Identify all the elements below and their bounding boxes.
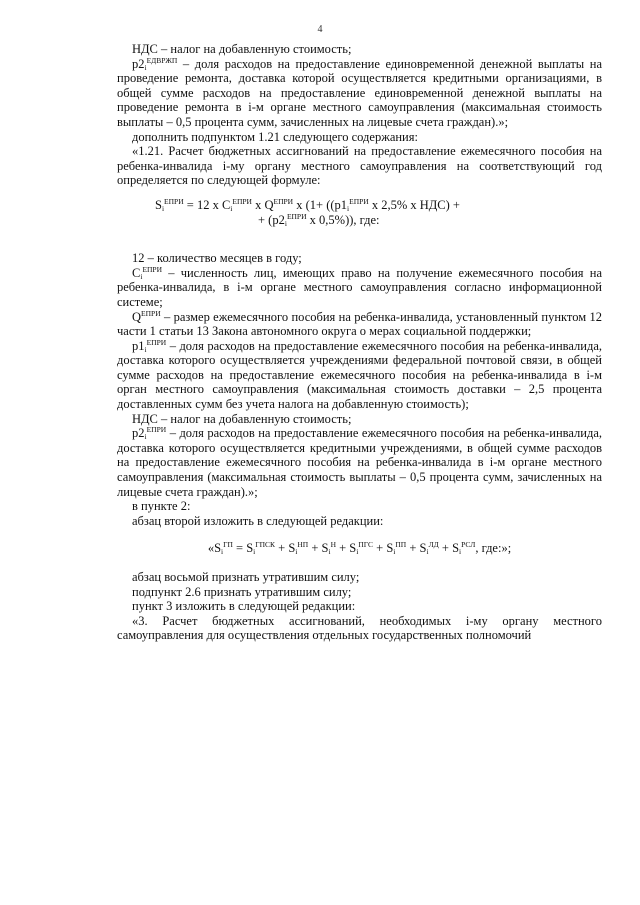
paragraph-1-21: «1.21. Расчет бюджетных ассигнований на предоставление ежемесячного пособия на ребенка-инвалида i-му органу местного самоуправления на соответствующий год определяется по следующей формуле:	[117, 144, 602, 188]
paragraph-12-months: 12 – количество месяцев в году;	[132, 251, 302, 266]
page-number: 4	[317, 24, 323, 35]
formula-epri-line2: + ($p2_i^{ЕПРИ}$ x 0,5%)), где:	[258, 211, 380, 228]
formula-epri-line1: $S_i^{ЕПРИ} = 12$ x $C_i^{ЕПРИ}$ x $Q^{ЕПРИ}$ x ($1+ ((p1_i^{ЕПРИ}$ x 2,5% x НДС) +	[155, 196, 460, 213]
paragraph-item-2: в пункте 2:	[132, 499, 191, 514]
paragraph-p2i-epri: $p2_i^{ЕПРИ}$ – доля расходов на предоставление ежемесячного пособия на ребенка-инвалида, доставка которого осуществляется кредитными учреждениями, в общей сумме расходов на предоставление ежемесячного пособия на ребенка-инвалида в i-м органе местного самоуправления (максимальная стоимость выплаты – 0,5 процента сумм, зачисленных на лицевые счета граждан).»;	[117, 425, 602, 499]
paragraph-item-3-text: «3. Расчет бюджетных ассигнований, необходимых i-му органу местного самоуправления для осуществления отдельных государственных полномочий	[117, 613, 602, 643]
paragraph-ci-epri: $C_i^{ЕПРИ}$ – численность лиц, имеющих право на получение ежемесячного пособия на ребенка-инвалида, в i-м органе местного самоуправления согласно информационной системе;	[117, 264, 602, 309]
paragraph-add-subitem: дополнить подпунктом 1.21 следующего содержания:	[132, 129, 418, 144]
paragraph-abz-8: абзац восьмой признать утратившим силу;	[132, 570, 360, 584]
paragraph-q-epri: $Q^{ЕПРИ}$ – размер ежемесячного пособия на ребенка-инвалида, установленный пунктом 12 части 1 статьи 13 Закона автономного округа о мерах социальной поддержки;	[117, 308, 602, 339]
document-body	[117, 42, 602, 643]
paragraph-nds-2: НДС – налог на добавленную стоимость;	[132, 411, 352, 426]
formula-epri	[117, 198, 602, 227]
formula-gp: «$S_i^{ГП} = S_i^{ГПСК} + S_i^{НП} + S_i^Н + S_i^{ПГС} + S_i^{ПП} + S_i^{ЛД} + S_i^{РСЛ}$, где:»;	[207, 540, 512, 557]
paragraph-sub-2-6: подпункт 2.6 признать утратившим силу;	[132, 584, 352, 599]
paragraph-item-3: пункт 3 изложить в следующей редакции:	[132, 599, 356, 614]
paragraph-p2-edvrzhp: $p2_i^{ЕДВРЖП}$ – доля расходов на предоставление единовременной денежной выплаты на проведение ремонта, доставка которой осуществляется кредитными организациями, в общей сумме расходов на предоставление единовременной денежной выплаты на проведение ремонта в i-м органе местного самоуправления (максимальная стоимость выплаты – 0,5 процента сумм, зачисленных на лицевые счета граждан).»;	[117, 55, 602, 129]
paragraph-abz-2: абзац второй изложить в следующей редакции:	[132, 513, 384, 528]
paragraph-nds: НДС – налог на добавленную стоимость;	[132, 42, 352, 56]
paragraph-p1i-epri: $p1_i^{ЕПРИ}$ – доля расходов на предоставление ежемесячного пособия на ребенка-инвалида, доставка которого осуществляется учреждениями федеральной почтовой связи, в общей сумме расходов на предоставление ежемесячного пособия на ребенка-инвалида в i-м орган местного самоуправления (максимальная стоимость доставки – 2,5 процента доставленных сумм без учета налога на добавленную стоимость);	[117, 337, 602, 412]
